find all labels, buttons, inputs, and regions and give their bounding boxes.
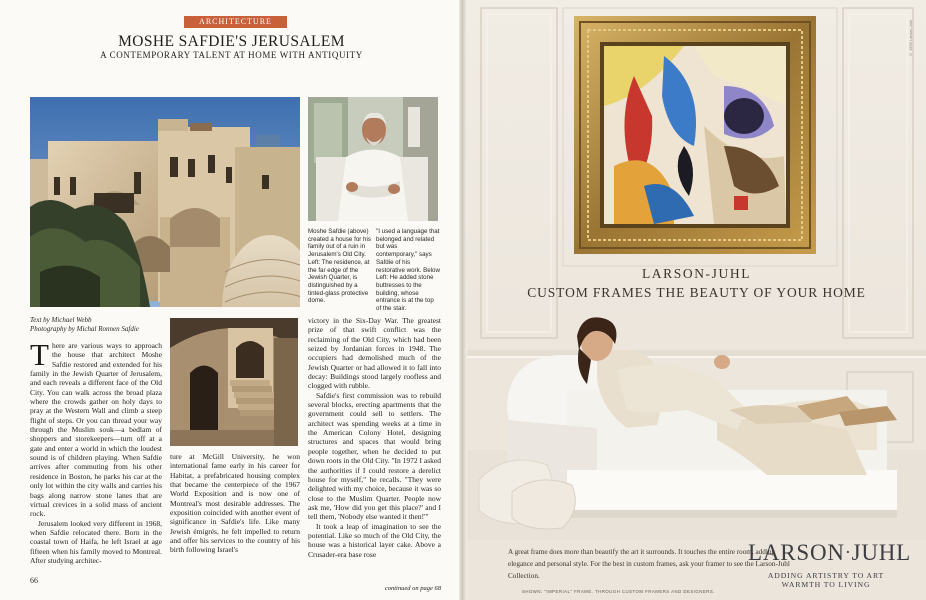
house-exterior-photo — [30, 97, 300, 307]
spine-gutter — [459, 0, 467, 600]
imperial-frame-painting — [574, 16, 816, 254]
article-deck: A CONTEMPORARY TALENT AT HOME WITH ANTIQUITY — [100, 50, 363, 60]
ad-fine-print: SHOWN: "IMPERIAL" FRAME. THROUGH CUSTOM FRAMERS AND DESIGNERS. — [522, 589, 715, 594]
logo-dot: · — [844, 542, 852, 562]
article-credits — [30, 316, 165, 334]
body-column-1 — [30, 337, 162, 565]
larson-juhl-logo — [748, 540, 912, 566]
photo-caption-left: Moshe Safdie (above) created a house for his family out of a ruin in Jerusalem's Old City. Left: The residence, at the far edge of the Jewish Quarter, is distinguished by a tinted-glass protective dome. — [308, 228, 371, 305]
body-column-3 — [308, 316, 441, 559]
safdie-portrait-photo — [308, 97, 438, 221]
continued-line: continued on page 68 — [384, 585, 441, 592]
logo-word-larson: LARSON — [748, 540, 845, 565]
body-paragraph: here are various ways to approach the house that architect Moshe Safdie restored and extended for his family in the Jewish Quarter of Jerusalem, and each reveals a different face of the Old City. You can walk across the broad plaza where the crowds gather on holy days to pray at the Western Wall and climb a steep flight of steps. Or you can thread your way through the Muslim souk—a bedlam of shoppers and storekeepers—turn off at a gate and enter a world in which the loudest sound is of children playing. When Safdie arrives after commuting from his other residence in Boston, he parks his car at the only lot within the city walls and carries his bags along narrow stone lanes that are virtual crevices in a solid mass of ancient rock. — [30, 341, 162, 519]
writer-credit: Text by Michael Webb — [30, 316, 92, 324]
logo-tagline-2: WARMTH TO LIVING — [781, 580, 871, 589]
photo-caption-right: "I used a language that belonged and related but was contemporary," says Safdie of his restorative work. Below Left: He added stone buttresses to the building, whose entrance is at the top of the stair. — [376, 228, 440, 313]
logo-tagline-1: ADDING ARTISTRY TO ART — [767, 571, 885, 580]
stone-stairway-photo — [170, 318, 298, 446]
drop-cap: T — [30, 337, 49, 372]
larson-juhl-advertisement — [467, 0, 926, 600]
logo-word-juhl: JUHL — [851, 540, 912, 565]
ad-headline-brand: LARSON-JUHL — [641, 266, 752, 281]
body-paragraph: It took a leap of imagination to see the potential. Like so much of the Old City, the house was a historical layer cake. Above a Crusader-era base rose — [308, 521, 441, 559]
page-number: 66 — [30, 576, 38, 585]
ad-body-copy: A great frame does more than beautify the art it surrounds. It touches the entire room, adding elegance and personal style. For the best in custom frames, ask your framer to see the Larson-Juhl Collection. — [508, 548, 790, 580]
body-paragraph: victory in the Six-Day War. The greatest prize of that swift conflict was the reclaiming of the Old City, which had been seized by Jordanian forces in 1948. The occupiers had demolished much of the Jewish Quarter or had allowed it to fall into decay: Buildings stood largely roofless and clogged with rubble. — [308, 316, 441, 391]
copyright-notice: © 1990 Larson-Juhl — [908, 20, 913, 58]
body-paragraph: Safdie's first commission was to rebuild several blocks, erecting apartments that the government could sell to settlers. The architect was spending weeks at a time in the American Colony Hotel, designing structures and spaces that would bring people together, when he decided to put down roots in the Old City. "In 1972 I asked the authorities if I could restore a derelict house for myself," he recalls. "They were delighted with my choice, because it was so close to the Muslim Quarter. People now ask me, 'How did you get this place?' and I tell them, 'Nobody else wanted it then!'" — [308, 390, 441, 522]
photographer-credit: Photography by Michal Ronnen Safdie — [30, 325, 139, 333]
section-label: ARCHITECTURE — [184, 16, 287, 28]
article-headline: MOSHE SAFDIE'S JERUSALEM — [118, 33, 345, 50]
woman-on-sofa-scene — [467, 300, 926, 540]
ad-headline-slogan: CUSTOM FRAMES THE BEAUTY OF YOUR HOME — [527, 285, 866, 300]
body-paragraph: Jerusalem looked very different in 1968, when Safdie relocated there. Born in the coastal town of Haifa, he left Israel at age fifteen when his family moved to Montreal. After studying architec- — [30, 518, 162, 565]
body-column-2: ture at McGill University, he won international fame early in his career for Habitat, a prefabricated housing complex that became the centerpiece of the 1967 World Exposition and is now one of Montreal's most desirable addresses. The exposition coincided with another event of significance in Safdie's life. Like many Jewish émigrés, he felt impelled to return and offer his services to the country of his birth following Israel's — [170, 452, 300, 555]
